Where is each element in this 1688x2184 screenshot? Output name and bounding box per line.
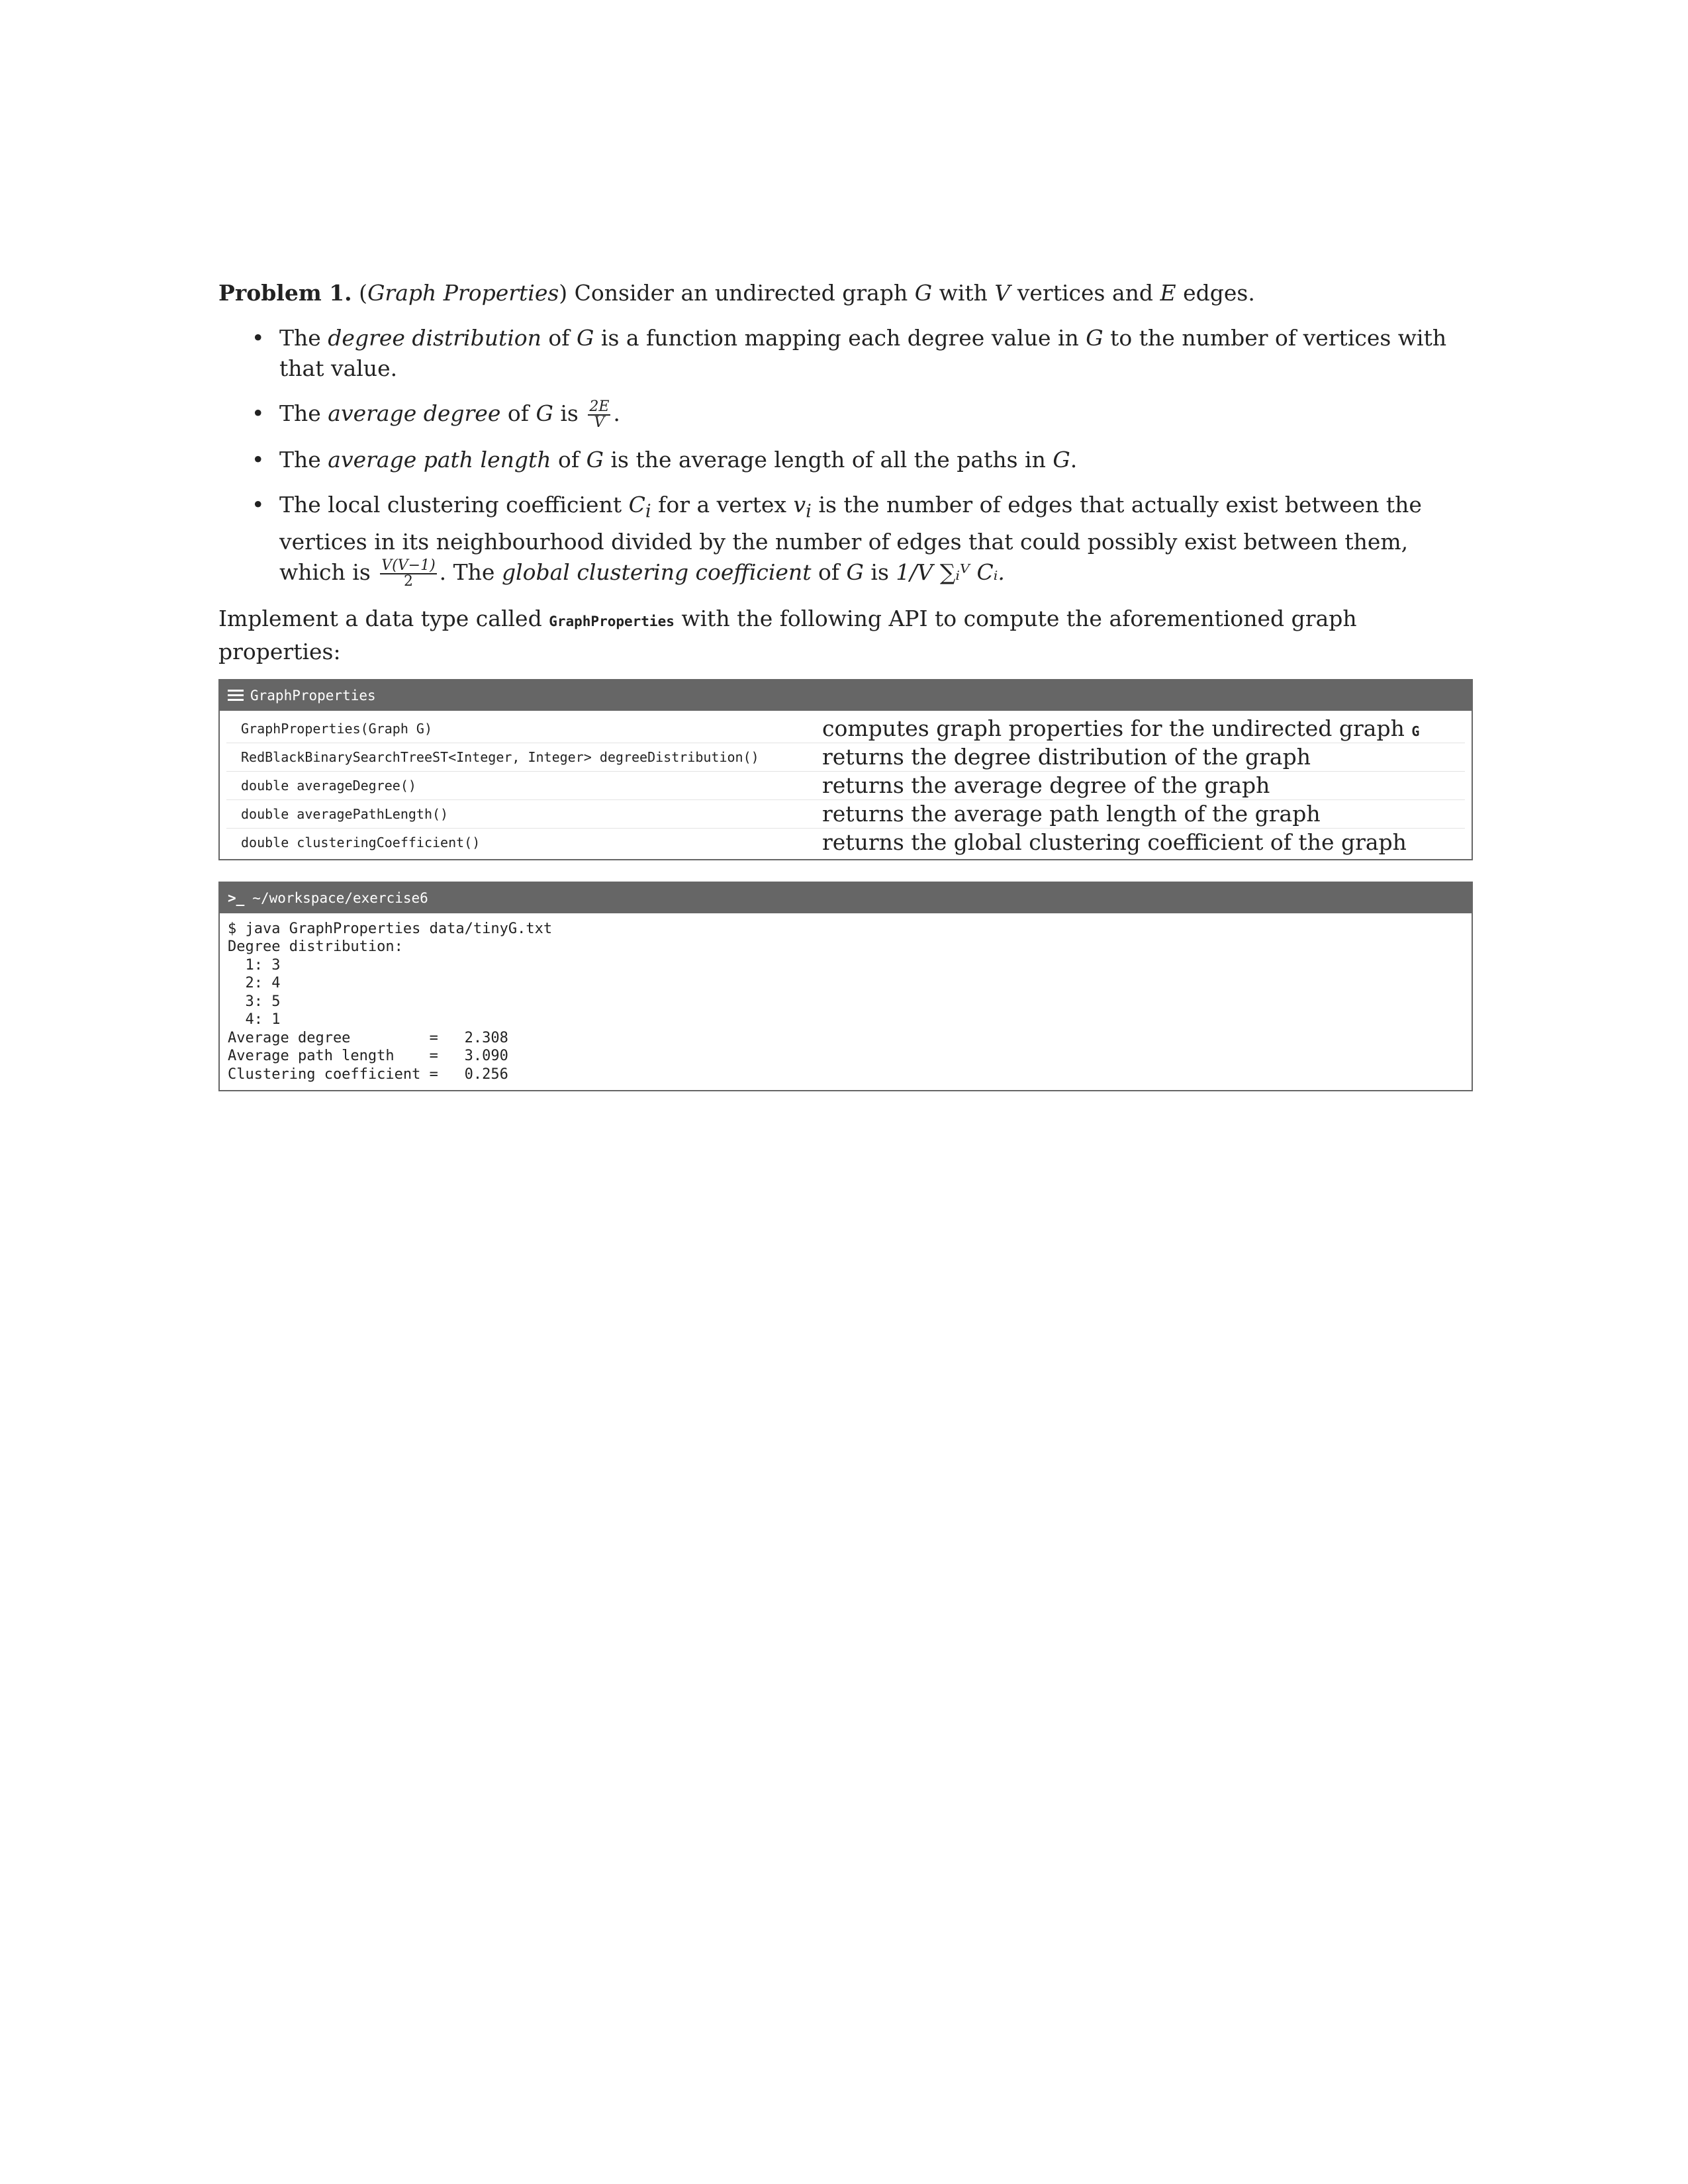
text: The <box>279 325 321 351</box>
var-g: G <box>536 400 553 426</box>
api-table <box>218 679 1473 860</box>
api-row <box>226 743 1465 772</box>
terminal-panel <box>218 882 1473 1092</box>
text: The local clustering coefficient <box>279 492 622 518</box>
api-header <box>220 680 1472 711</box>
terminal-line: Average degree = 2.308 <box>228 1029 508 1046</box>
text: is <box>870 559 889 585</box>
text: is <box>560 400 579 426</box>
numerator: V(V−1) <box>381 557 436 574</box>
var-c: C <box>628 492 645 518</box>
denominator: 2 <box>403 572 413 590</box>
text: . The <box>439 559 495 585</box>
api-signature: double averagePathLength() <box>241 805 449 822</box>
sub-i: i <box>645 500 651 522</box>
term: degree distribution <box>328 325 541 351</box>
text: computes graph properties for the undirected graph <box>822 715 1405 742</box>
term: global <box>501 559 570 585</box>
bullet-icon: • <box>252 400 265 426</box>
text: The <box>279 400 321 426</box>
bullet-icon: • <box>252 492 265 518</box>
bullet-clustering-coefficient <box>252 490 1473 589</box>
intro-text: Consider an undirected graph <box>574 280 908 306</box>
api-row <box>226 800 1465 829</box>
fraction-2e-over-v <box>588 400 610 430</box>
api-title: GraphProperties <box>250 687 376 704</box>
var-v: v <box>793 492 806 518</box>
text: is the number of edges that actually exist between the vertices in its <box>279 492 1422 555</box>
fraction-v-v-1-over-2 <box>380 559 436 589</box>
terminal-line: Average path length = 3.090 <box>228 1048 508 1065</box>
api-signature: double averageDegree() <box>241 777 416 794</box>
problem-label: Problem 1. <box>218 280 352 306</box>
intro-vertices: vertices and <box>1017 280 1154 306</box>
intro-edges: edges. <box>1183 280 1255 306</box>
terminal-icon: >_ <box>228 889 245 906</box>
term: clustering coefficient <box>577 559 812 585</box>
var-g: G <box>1053 447 1070 473</box>
implement-instruction <box>218 604 1473 667</box>
terminal-header <box>220 883 1472 913</box>
class-name: GraphProperties <box>549 613 675 629</box>
text: to the number of vertices with that value. <box>279 325 1447 381</box>
terminal-line: 1: 3 <box>228 956 281 974</box>
terminal-line: 3: 5 <box>228 993 281 1010</box>
bullet-degree-distribution <box>252 323 1473 384</box>
terminal-title: ~/workspace/exercise6 <box>252 889 428 906</box>
text: of <box>818 559 840 585</box>
api-body <box>220 711 1472 859</box>
text: of <box>558 447 580 473</box>
api-description: returns the average path length of the graph <box>822 801 1321 827</box>
text: is the average length of all the paths in <box>610 447 1046 473</box>
bullet-icon: • <box>252 447 265 473</box>
numerator: 2E <box>589 398 610 415</box>
api-signature: GraphProperties(Graph G) <box>241 720 432 737</box>
var-g: G <box>914 280 933 306</box>
page <box>218 278 1473 1091</box>
terminal-output <box>220 913 1472 1091</box>
terminal-line: $ java GraphProperties data/tinyG.txt <box>228 920 553 937</box>
terminal-line: Degree distribution: <box>228 938 403 956</box>
text: is a function mapping each degree value in <box>600 325 1079 351</box>
api-description: returns the degree distribution of the graph <box>822 744 1311 770</box>
list-icon <box>228 690 244 702</box>
terminal-line: 2: 4 <box>228 975 281 992</box>
bullet-average-degree: • The average degree of G is $\frac{2E}{V}$ . <box>252 398 620 431</box>
denominator: V <box>594 414 605 431</box>
var-g: G <box>1086 325 1103 351</box>
text: of <box>548 325 570 351</box>
term: average path length <box>328 447 551 473</box>
bullet-average-path-length: • The average path length of G is the average length of all the paths in G. <box>252 445 1473 475</box>
api-signature: RedBlackBinarySearchTreeST<Integer, Integer> degreeDistribution() <box>241 749 759 765</box>
problem-statement: Problem 1. (Graph Properties) Consider an undirected graph G with V vertices and E edges. <box>218 280 1255 306</box>
intro-with: with <box>939 280 988 306</box>
text: of <box>507 400 529 426</box>
api-description: returns the global clustering coefficient of the graph <box>822 829 1407 856</box>
api-row <box>226 829 1465 856</box>
var-e: E <box>1160 280 1176 306</box>
var-g: G <box>577 325 594 351</box>
api-row <box>226 715 1465 743</box>
var-g: G <box>586 447 604 473</box>
text: neighbourhood divided by the number of edges that could possibly exist between them, which is <box>279 528 1409 585</box>
var-v: V <box>994 280 1011 306</box>
text: with the following API to compute the aforementioned graph properties: <box>218 605 1357 664</box>
term: average degree <box>328 400 501 426</box>
api-description <box>822 715 1419 741</box>
api-row <box>226 772 1465 800</box>
api-description: returns the average degree of the graph <box>822 772 1270 799</box>
sub-i: i <box>806 500 812 522</box>
definition-list <box>218 323 1473 589</box>
var-g: G <box>846 559 864 585</box>
terminal-line: 4: 1 <box>228 1011 281 1028</box>
code: G <box>1411 723 1420 740</box>
formula-sum: 1/V ∑ᵢⱽ Cᵢ. <box>896 559 1005 585</box>
text: for a vertex <box>658 492 786 518</box>
bullet-icon: • <box>252 325 265 351</box>
text: Implement a data type called <box>218 605 542 631</box>
api-signature: double clusteringCoefficient() <box>241 834 481 850</box>
terminal-line: Clustering coefficient = 0.256 <box>228 1066 508 1083</box>
text: The <box>279 447 321 473</box>
problem-topic: Graph Properties <box>367 280 559 306</box>
